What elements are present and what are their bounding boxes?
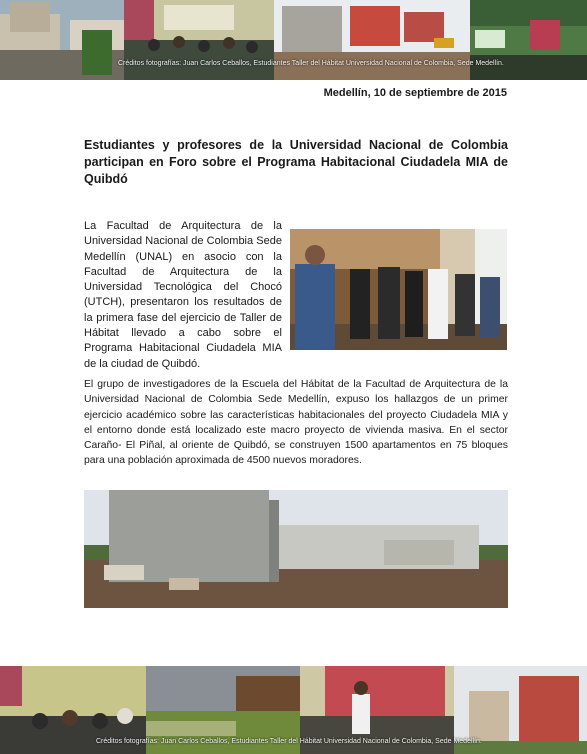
article-date: Medellín, 10 de septiembre de 2015: [323, 87, 507, 99]
header-photo-credits: Créditos fotografías: Juan Carlos Ceballos, Estudiantes Taller del Hábitat Universidad Nacional de Colombia, Sede Medellín.: [118, 60, 504, 67]
header-photo-presentation: [470, 0, 587, 80]
article-paragraph-1: La Facultad de Arquitectura de la Universidad Nacional de Colombia Sede Medellín (UNAL) en asocio con la Facultad de Arquitectura de la Universidad Tecnológica del Chocó (UTCH), presentaron los resultados de la primera fase del ejercicio de Taller de Hábitat llevado a cabo sobre el Programa Habitacional Ciudadela MIA de la ciudad de Quibdó.: [84, 220, 282, 370]
article-title: Estudiantes y profesores de la Universidad Nacional de Colombia participan en Foro sobre el Programa Habitacional Ciudadela MIA de Quibdó: [84, 138, 508, 186]
article-paragraph-2: El grupo de investigadores de la Escuela del Hábitat de la Facultad de Arquitectura de la Universidad Nacional de Colombia Sede Medellín, expuso los hallazgos de un primer ejercicio académico sobre las características habitacionales del proyecto Ciudadela MIA y el entorno donde está localizado este macro proyecto de vivienda masiva. En el sector Caraño- El Piñal, al oriente de Quibdó, se construyen 1500 apartamentos en 75 bloques para una población aproximada de 4500 nuevos moradores.: [84, 379, 508, 467]
header-photo-strip: [0, 0, 587, 80]
footer-photo-credits: Créditos fotografías: Juan Carlos Ceballos, Estudiantes Taller del Hábitat Universidad Nacional de Colombia, Sede Medellín.: [96, 738, 482, 745]
header-photo-classroom: [124, 0, 274, 80]
header-photo-street: [0, 0, 124, 80]
footer-photo-strip: [0, 666, 587, 754]
housing-construction-photo: [84, 490, 508, 608]
header-photo-construction: [274, 0, 470, 80]
students-group-photo: [290, 229, 507, 350]
